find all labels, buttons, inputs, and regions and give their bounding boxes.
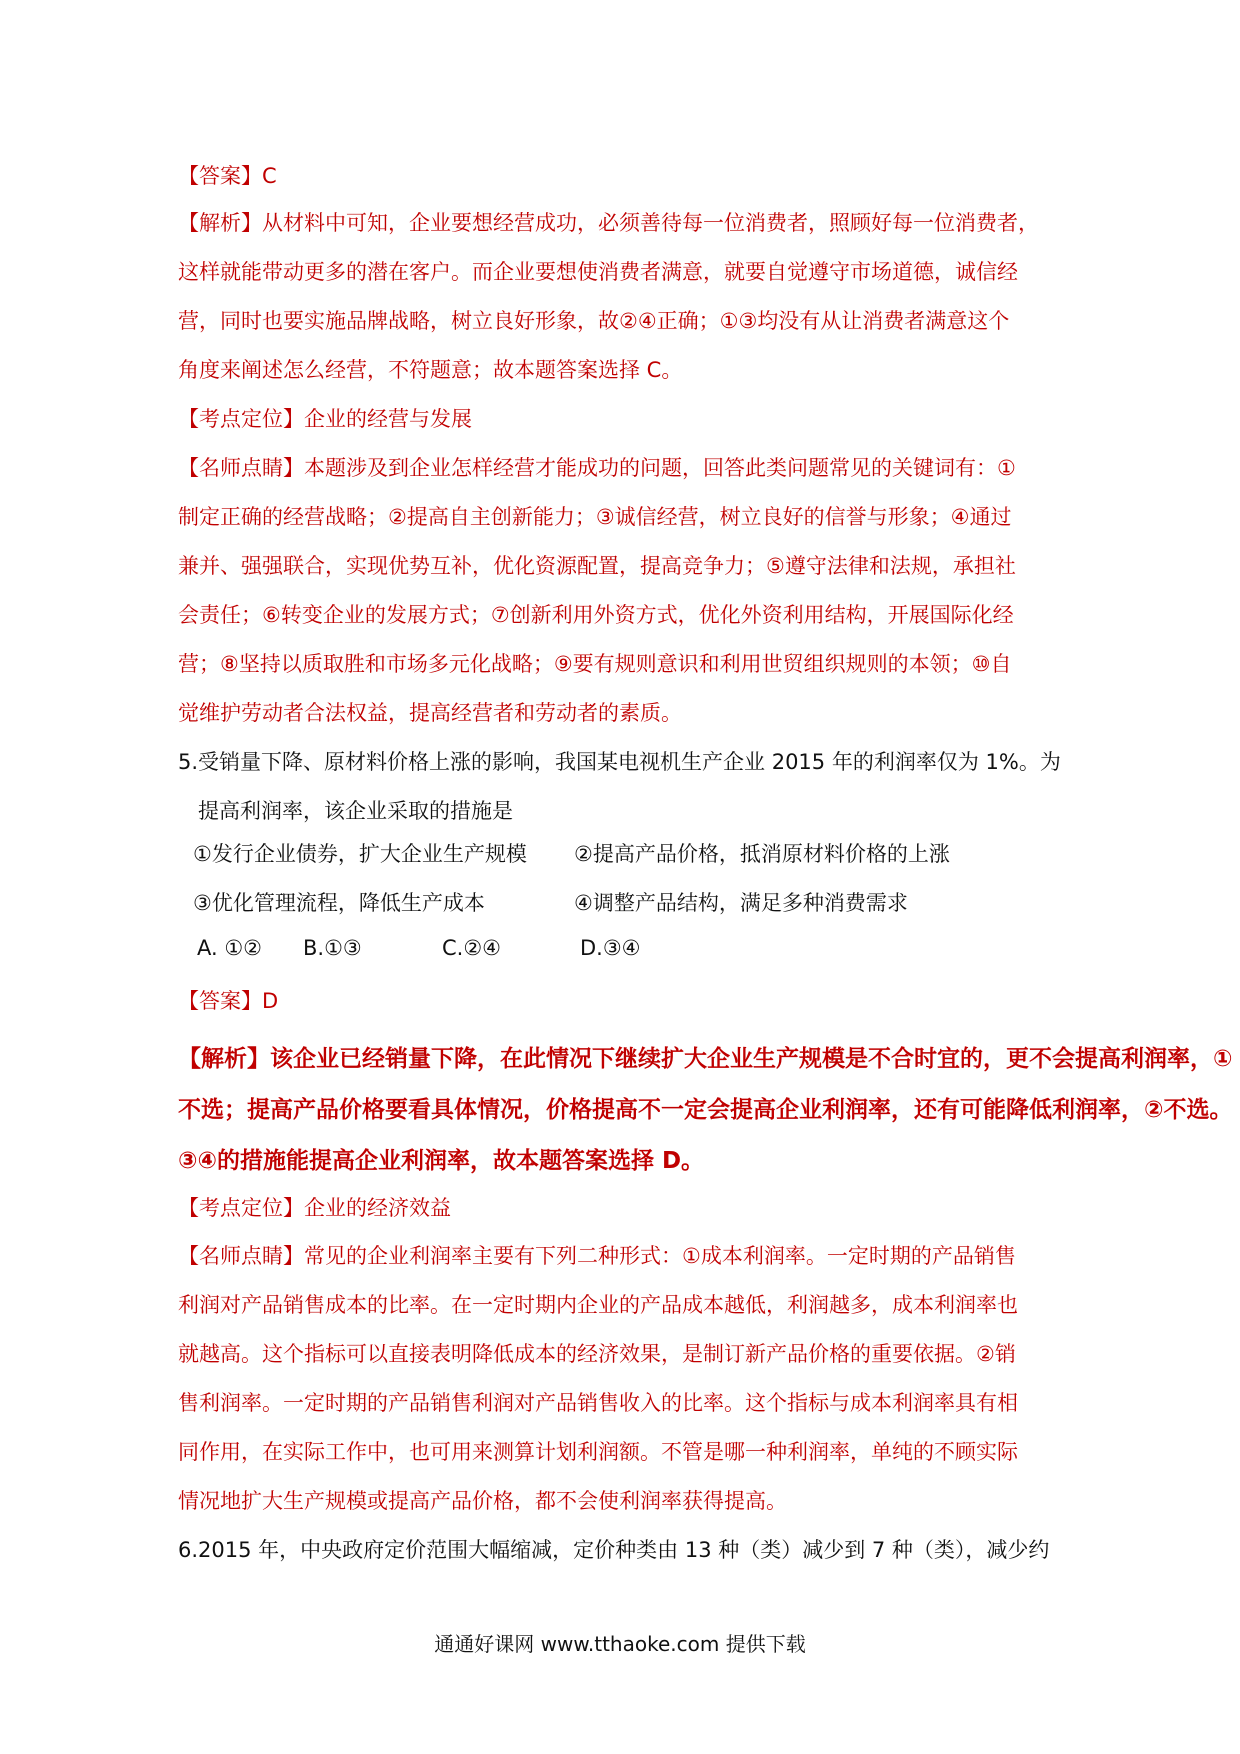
q5-stem-line-1: 5.受销量下降、原材料价格上涨的影响，我国某电视机生产企业 2015 年的利润率仅为 1%。为 — [178, 750, 1061, 774]
q4-analysis-line-4: 角度来阐述怎么经营，不符题意；故本题答案选择 C。 — [178, 358, 683, 382]
q6-stem — [178, 1526, 1078, 1575]
q5-statement-3: ③优化管理流程，降低生产成本 — [193, 891, 485, 915]
q5-tips-line-5: 同作用，在实际工作中，也可用来测算计划利润额。不管是哪一种利润率，单纯的不顾实际 — [178, 1440, 1018, 1464]
q5-statement-2: ②提高产品价格，抵消原材料价格的上涨 — [574, 842, 950, 866]
q5-tips-line-1: 【名师点睛】常见的企业利润率主要有下列二种形式：①成本利润率。一定时期的产品销售 — [178, 1244, 1016, 1268]
q4-tips-line-6: 觉维护劳动者合法权益，提高经营者和劳动者的素质。 — [178, 701, 682, 725]
q5-choice-b: B.①③ — [303, 936, 362, 960]
q5-stem-line-2: 提高利润率，该企业采取的措施是 — [198, 799, 513, 823]
q4-tips-line-2: 制定正确的经营战略；②提高自主创新能力；③诚信经营，树立良好的信誉与形象；④通过 — [178, 505, 1012, 529]
q5-tips-line-2: 利润对产品销售成本的比率。在一定时期内企业的产品成本越低，利润越多，成本利润率也 — [178, 1293, 1018, 1317]
q4-topic — [178, 395, 1078, 444]
q5-tips-line-3: 就越高。这个指标可以直接表明降低成本的经济效果，是制订新产品价格的重要依据。②销 — [178, 1342, 1016, 1366]
q5-choice-a: A. ①② — [197, 936, 262, 960]
q5-statement-1: ①发行企业债券，扩大企业生产规模 — [193, 842, 527, 866]
q5-topic-line: 【考点定位】企业的经济效益 — [178, 1196, 451, 1220]
q4-tips — [178, 444, 1078, 738]
q5-answer-line: 【答案】D — [178, 989, 279, 1013]
q4-analysis-line-1: 【解析】从材料中可知，企业要想经营成功，必须善待每一位消费者，照顾好每一位消费者， — [178, 211, 1039, 235]
q4-analysis-line-2: 这样就能带动更多的潜在客户。而企业要想使消费者满意，就要自觉遵守市场道德，诚信经 — [178, 260, 1018, 284]
q5-tips-line-6: 情况地扩大生产规模或提高产品价格，都不会使利润率获得提高。 — [178, 1489, 787, 1513]
q4-topic-line: 【考点定位】企业的经营与发展 — [178, 407, 472, 431]
q5-analysis-line-3: ③④的措施能提高企业利润率，故本题答案选择 D。 — [178, 1148, 705, 1174]
q4-tips-line-1: 【名师点睛】本题涉及到企业怎样经营才能成功的问题，回答此类问题常见的关键词有：① — [178, 456, 1016, 480]
q4-tips-line-5: 营；⑧坚持以质取胜和市场多元化战略；⑨要有规则意识和利用世贸组织规则的本领；⑩自 — [178, 652, 1012, 676]
q4-tips-line-4: 会责任；⑥转变企业的发展方式；⑦创新利用外资方式，优化外资利用结构，开展国际化经 — [178, 603, 1014, 627]
q5-stem — [178, 738, 1078, 836]
q4-analysis-line-3: 营，同时也要实施品牌战略，树立良好形象，故②④正确；①③均没有从让消费者满意这个 — [178, 309, 1010, 333]
q5-analysis-line-2: 不选；提高产品价格要看具体情况，价格提高不一定会提高企业利润率，还有可能降低利润率，②不选。 — [178, 1097, 1233, 1123]
q5-choice-d: D.③④ — [580, 936, 641, 960]
q6-stem-line-1: 6.2015 年，中央政府定价范围大幅缩减，定价种类由 13 种（类）减少到 7 种（类），减少约 — [178, 1538, 1050, 1562]
q5-tips-line-4: 售利润率。一定时期的产品销售利润对产品销售收入的比率。这个指标与成本利润率具有相 — [178, 1391, 1018, 1415]
q5-analysis-line-1: 【解析】该企业已经销量下降，在此情况下继续扩大企业生产规模是不合时宜的，更不会提高利润率，① — [178, 1046, 1233, 1072]
q5-choice-c: C.②④ — [442, 936, 501, 960]
q4-answer-line: 【答案】C — [178, 164, 277, 188]
q5-analysis — [178, 1034, 1233, 1187]
q5-topic — [178, 1184, 1078, 1233]
q4-answer — [178, 152, 1078, 201]
q4-analysis — [178, 199, 1078, 395]
q5-tips — [178, 1232, 1078, 1526]
q5-answer — [178, 977, 1078, 1026]
q5-statement-4: ④调整产品结构，满足多种消费需求 — [574, 891, 908, 915]
q4-tips-line-3: 兼并、强强联合，实现优势互补，优化资源配置，提高竞争力；⑤遵守法律和法规，承担社 — [178, 554, 1016, 578]
page-footer: 通通好课网 www.tthaoke.com 提供下载 — [434, 1632, 806, 1656]
